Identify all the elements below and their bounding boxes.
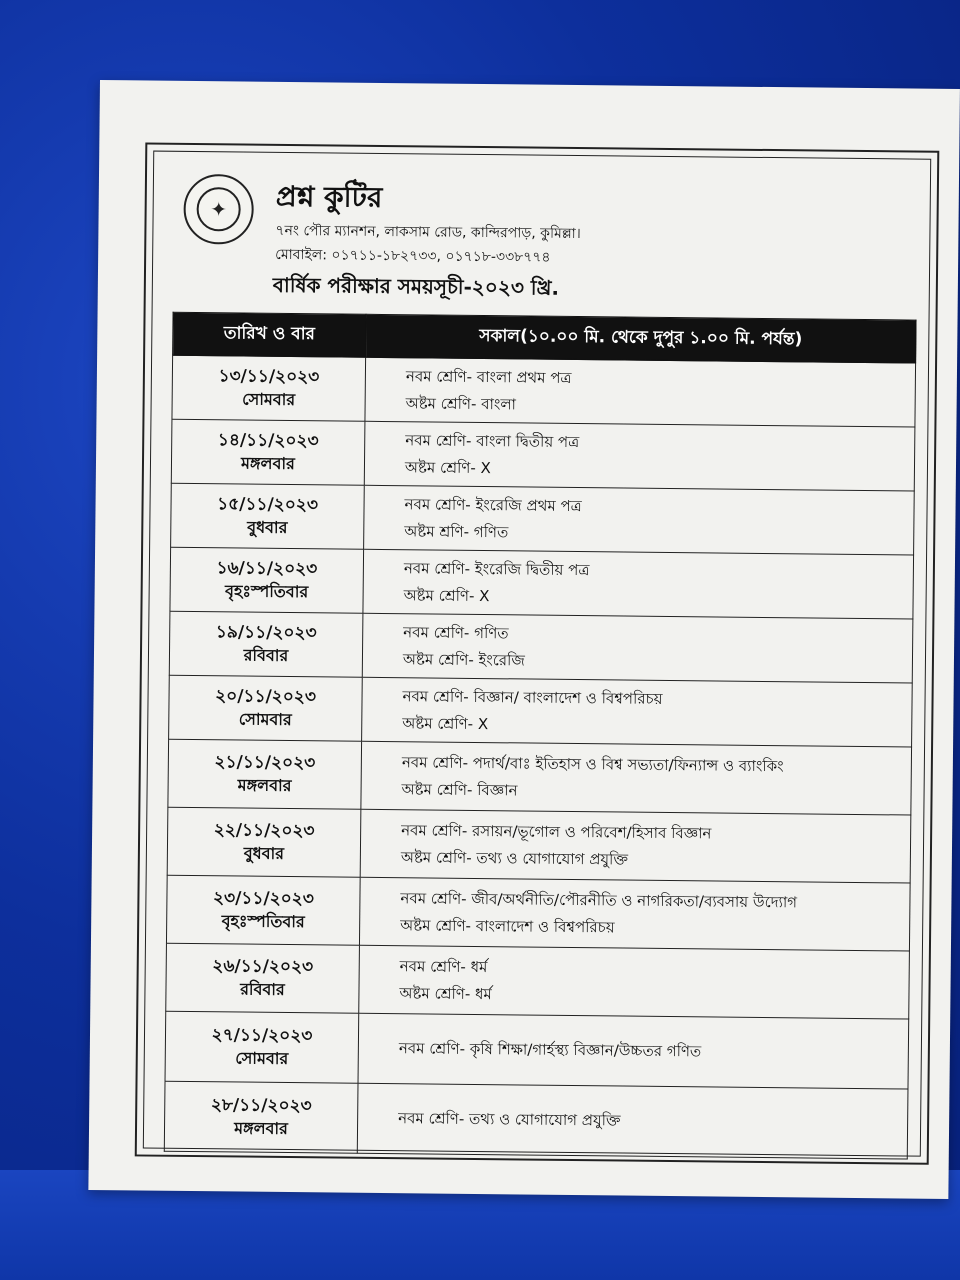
date-cell — [172, 355, 366, 421]
date-cell — [165, 1011, 359, 1083]
subject-cell — [358, 1013, 909, 1089]
table-row — [166, 943, 910, 1019]
subject-line: অষ্টম শ্রেণি- X — [402, 713, 489, 733]
date-cell — [166, 875, 360, 945]
exam-date: ২৩/১১/২০২৩ — [212, 888, 314, 910]
subject-cell — [361, 741, 912, 815]
subject-cell — [359, 945, 910, 1019]
subject-line: অষ্টম শ্রেণি- ধর্ম — [399, 983, 492, 1003]
subject-line: অষ্টম শ্রেণি- বাংলাদেশ ও বিশ্বপরিচয় — [400, 915, 615, 936]
org-mobile: মোবাইল: ০১৭১১-১৮২৭৩৩, ০১৭১৮-৩৩৮৭৭৪ — [275, 246, 551, 266]
subject-cell — [364, 421, 915, 491]
exam-date: ১৪/১১/২০২৩ — [217, 430, 319, 452]
subject-cell — [362, 613, 913, 683]
date-cell — [167, 807, 361, 877]
exam-date: ২৮/১১/২০২৩ — [210, 1095, 312, 1117]
subject-line: নবম শ্রেণি- গণিত — [403, 623, 509, 643]
exam-day: রবিবার — [243, 645, 289, 666]
exam-date: ১৫/১১/২০২৩ — [217, 494, 319, 516]
subject-line: অষ্টম শ্রেণি- বিজ্ঞান — [401, 779, 518, 799]
subject-cell — [363, 549, 914, 619]
exam-day: সোমবার — [235, 1048, 289, 1069]
subject-cell — [365, 357, 916, 427]
org-logo-seal — [183, 174, 254, 245]
table-row — [167, 807, 911, 883]
date-cell — [171, 483, 365, 549]
table-row — [171, 419, 915, 491]
org-address: ৭নং পৌর ম্যানশন, লাকসাম রোড, কান্দিরপাড়, কুমিল্লা। — [275, 222, 581, 243]
exam-date: ১৬/১১/২০২৩ — [216, 558, 318, 580]
exam-date: ২০/১১/২০২৩ — [215, 686, 317, 708]
subject-line: নবম শ্রেণি- পদার্থ/বাঃ ইতিহাস ও বিশ্ব সভ্যতা/ফিন্যান্স ও ব্যাংকিং — [401, 753, 784, 776]
table-row — [170, 547, 914, 619]
subject-line: নবম শ্রেণি- বাংলা প্রথম পত্র — [405, 367, 572, 388]
table-row — [166, 875, 910, 951]
subject-line: নবম শ্রেণি- জীব/অর্থনীতি/পৌরনীতি ও নাগরিকতা/ব্যবসায় উদ্যোগ — [400, 889, 798, 912]
document-title: বার্ষিক পরীক্ষার সময়সূচী-২০২৩ খ্রি. — [272, 272, 560, 300]
subject-line: নবম শ্রেণি- তথ্য ও যোগাযোগ প্রযুক্তি — [398, 1109, 621, 1130]
subject-line: নবম শ্রেণি- রসায়ন/ভূগোল ও পরিবেশ/হিসাব বিজ্ঞান — [401, 821, 712, 843]
exam-date: ২৬/১১/২০২৩ — [212, 956, 314, 978]
date-cell — [169, 675, 363, 741]
column-header-subject: সকাল(১০.০০ মি. থেকে দুপুর ১.০০ মি. পর্যন্ত) — [366, 314, 916, 363]
exam-date: ২১/১১/২০২৩ — [214, 752, 316, 774]
date-cell — [166, 943, 360, 1013]
exam-day: রবিবার — [240, 979, 285, 1000]
subject-line: নবম শ্রেণি- কৃষি শিক্ষা/গার্হস্থ্য বিজ্ঞান/উচ্চতর গণিত — [398, 1039, 702, 1061]
page-border — [135, 142, 940, 1164]
table-row — [168, 739, 912, 815]
exam-day: বৃহঃস্পতিবার — [221, 911, 305, 932]
schedule-table — [164, 312, 917, 1160]
date-cell — [170, 547, 364, 613]
subject-cell — [360, 809, 911, 883]
table-row — [172, 355, 916, 427]
exam-day: মঙ্গলবার — [237, 775, 292, 796]
exam-date: ১৯/১১/২০২৩ — [215, 622, 317, 644]
subject-line: অষ্টম শ্রেণি- X — [404, 457, 491, 477]
subject-line: অষ্টম শ্রণি- গণিত — [404, 521, 509, 541]
exam-day: বৃহঃস্পতিবার — [224, 581, 309, 602]
subject-cell — [357, 1083, 908, 1159]
table-header-row — [173, 312, 916, 363]
date-cell — [164, 1081, 358, 1153]
subject-cell — [359, 877, 910, 951]
exam-schedule-paper — [88, 80, 960, 1199]
page-inner-border — [143, 151, 931, 1157]
table-row — [169, 675, 913, 747]
table-row — [169, 611, 913, 683]
subject-line: অষ্টম শ্রেণি- বাংলা — [405, 393, 517, 413]
exam-day: মঙ্গলবার — [234, 1118, 289, 1139]
table-row — [171, 483, 915, 555]
subject-line: অষ্টম শ্রেণি- ইংরেজি — [402, 649, 525, 669]
column-header-date: তারিখ ও বার — [173, 312, 366, 357]
subject-cell — [364, 485, 915, 555]
subject-line: অষ্টম শ্রেণি- তথ্য ও যোগাযোগ প্রযুক্তি — [400, 847, 629, 869]
seal-emblem-icon: ✦ — [196, 187, 240, 231]
subject-line: নবম শ্রেণি- বাংলা দ্বিতীয় পত্র — [405, 431, 580, 452]
subject-cell — [362, 677, 913, 747]
subject-line: নবম শ্রেণি- ইংরেজি প্রথম পত্র — [404, 495, 582, 516]
subject-line: নবম শ্রেণি- ধর্ম — [399, 957, 488, 977]
date-cell — [168, 739, 362, 809]
date-cell — [169, 611, 363, 677]
date-cell — [171, 419, 365, 485]
subject-line: নবম শ্রেণি- ইংরেজি দ্বিতীয় পত্র — [403, 559, 590, 580]
exam-date: ১৩/১১/২০২৩ — [218, 366, 320, 388]
table-row — [165, 1011, 909, 1089]
org-name: প্রশ্ন কুটির — [275, 179, 383, 214]
exam-day: সোমবার — [238, 709, 292, 730]
subject-line: নবম শ্রেণি- বিজ্ঞান/ বাংলাদেশ ও বিশ্বপরিচয় — [402, 687, 663, 709]
table-row — [164, 1081, 908, 1159]
exam-date: ২৭/১১/২০২৩ — [211, 1025, 313, 1047]
exam-day: সোমবার — [242, 389, 296, 410]
schedule-table-body — [164, 355, 915, 1159]
exam-day: মঙ্গলবার — [241, 453, 295, 474]
exam-date: ২২/১১/২০২৩ — [213, 820, 315, 842]
subject-line: অষ্টম শ্রেণি- X — [403, 585, 490, 605]
exam-day: বুধবার — [243, 843, 285, 864]
exam-day: বুধবার — [247, 517, 288, 538]
